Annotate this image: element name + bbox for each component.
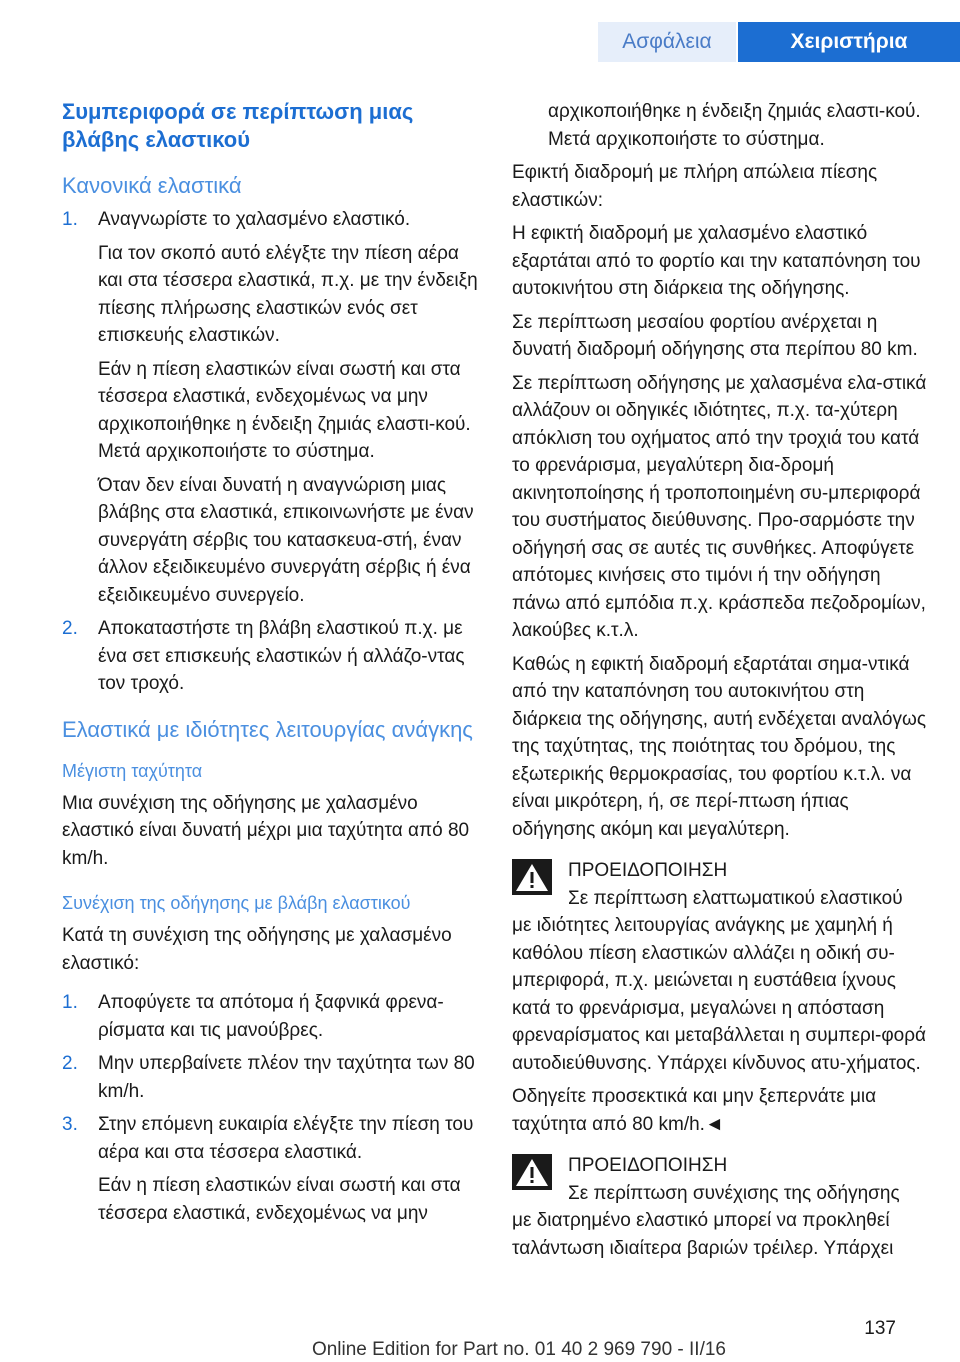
list-item	[62, 206, 480, 609]
continued-text: αρχικοποιήθηκε η ένδειξη ζημιάς ελαστι-κού. Μετά αρχικοποιήστε το σύστημα.	[548, 101, 921, 150]
edition-info: Online Edition for Part no. 01 40 2 969 790 - II/16	[311, 1339, 726, 1360]
normal-tires-heading: Κανονικά ελαστικά	[62, 173, 242, 198]
list-text: Μην υπερβαίνετε πλέον την ταχύτητα των 80 km/h.	[98, 1053, 475, 1102]
list-text: Αποφύγετε τα απότομα ή ξαφνικά φρενα-ρίσματα και τις μανούβρες.	[98, 992, 444, 1041]
section-title: Συμπεριφορά σε περίπτωση μιας βλάβης ελαστικού	[62, 99, 414, 152]
paragraph: Καθώς η εφικτή διαδρομή εξαρτάται σημα-ντικά από την καταπόνηση του αυτοκινήτου στη διάρκεια της οδήγησης, αυτή ενδέχεται αναλόγως της ταχύτητας, της ποιότητας του δρόμου, της εξωτερικής θερμοκρασίας, του φορτίου κ.τ.λ. να είναι μικρότερη, ή, σε περί-πτωση ήπιας οδήγησης ακόμη και μεγαλύτερη.	[512, 653, 926, 840]
continue-driving-intro: Κατά τη συνέχιση της οδήγησης με χαλασμένο ελαστικό:	[62, 925, 452, 974]
list-item	[62, 1111, 480, 1227]
list-number: 1.	[62, 209, 78, 230]
paragraph: Σε περίπτωση μεσαίου φορτίου ανέρχεται η δυνατή διαδρομή οδήγησης στα περίπου 80 km.	[512, 311, 918, 360]
warning-text: με διατρημένο ελαστικό μπορεί να προκληθεί ταλάντωση ιδιαίτερα βαριών τρέιλερ. Υπάρχει	[512, 1210, 894, 1259]
warning-box	[512, 1152, 930, 1262]
warning-after: Οδηγείτε προσεκτικά και μην ξεπερνάτε μια ταχύτητα από 80 km/h.◄	[512, 1086, 877, 1135]
warning-triangle-icon	[512, 859, 552, 895]
page-number: 137	[864, 1318, 896, 1339]
continue-driving-heading: Συνέχιση της οδήγησης με βλάβη ελαστικού	[62, 893, 411, 913]
list-text: Αποκαταστήστε τη βλάβη ελαστικού π.χ. με ένα σετ επισκευής ελαστικών ή αλλάζο-ντας τον τροχό.	[98, 618, 465, 694]
list-item	[62, 1050, 480, 1105]
list-number: 2.	[62, 1053, 78, 1074]
warning-label: ΠΡΟΕΙΔΟΠΟΙΗΣΗ	[568, 860, 728, 881]
paragraph: Εφικτή διαδρομή με πλήρη απώλεια πίεσης ελαστικών:	[512, 162, 878, 211]
paragraph: Σε περίπτωση οδήγησης με χαλασμένα ελα-στικά αλλάζουν οι οδηγικές ιδιότητες, π.χ. τα-χύτερη απόκλιση του οχήματος από την τροχιά του κατά το φρενάρισμα, μεγαλύτερη δια-δρομή ακινητοποίησης ή τροποποιημένη συ-μπεριφορά του συστήματος διεύθυνσης. Προ-σαρμόστε την οδήγησή σας σε αυτές τις συνθήκες. Αποφύγετε απότομες κινήσεις στο τιμόνι ή την οδήγηση πάνω από εμπόδια π.χ. κράσπεδα πεζοδρομίων, λακούβες κ.τ.λ.	[512, 372, 927, 641]
list-text: Στην επόμενη ευκαιρία ελέγξτε την πίεση του αέρα και στα τέσσερα ελαστικά.	[98, 1114, 474, 1163]
runflat-heading: Ελαστικά με ιδιότητες λειτουργίας ανάγκης	[62, 716, 473, 742]
max-speed-heading: Μέγιστη ταχύτητα	[62, 760, 203, 781]
warning-first-line: Σε περίπτωση ελαττωματικού ελαστικού	[568, 887, 903, 909]
list-paragraph: Εάν η πίεση ελαστικών είναι σωστή και στα τέσσερα ελαστικά, ενδεχομένως να μην αρχικοποιήθηκε η ένδειξη ζημιάς ελαστι-κού. Μετά αρχικοποιήστε το σύστημα.	[98, 358, 471, 462]
paragraph: Η εφικτή διαδρομή με χαλασμένο ελαστικό εξαρτάται από το φορτίο και την καταπόνηση του αυτοκινήτου στη διάρκεια της οδήγησης.	[512, 223, 921, 299]
warning-label: ΠΡΟΕΙΔΟΠΟΙΗΣΗ	[568, 1155, 728, 1176]
page-footer	[0, 1316, 960, 1362]
warning-first-line: Σε περίπτωση συνέχισης της οδήγησης	[568, 1182, 900, 1204]
list-number: 1.	[62, 992, 78, 1013]
list-paragraph: Για τον σκοπό αυτό ελέγξτε την πίεση αέρα και στα τέσσερα ελαστικά, π.χ. με την ένδειξη πίεσης πλήρωσης ελαστικών ενός σετ επισκευής ελαστικών.	[98, 242, 478, 346]
right-column	[512, 98, 930, 1268]
left-column	[62, 98, 480, 1233]
list-paragraph: Όταν δεν είναι δυνατή η αναγνώριση μιας βλάβης στα ελαστικά, επικοινωνήστε με έναν συνεργάτη σέρβις του κατασκευα-στή, έναν άλλον εξειδικευμένο συνεργάτη σέρβις ή ένα εξειδικευμένο συνεργείο.	[98, 474, 474, 606]
list-paragraph: Εάν η πίεση ελαστικών είναι σωστή και στα τέσσερα ελαστικά, ενδεχομένως να μην	[98, 1175, 461, 1224]
list-text: Αναγνωρίστε το χαλασμένο ελαστικό.	[98, 209, 411, 230]
warning-box	[512, 857, 930, 1138]
max-speed-text: Μια συνέχιση της οδήγησης με χαλασμένο ελαστικό είναι δυνατή μέχρι μια ταχύτητα από 80 km/h.	[62, 792, 470, 869]
list-item	[62, 989, 480, 1044]
page-header	[0, 22, 960, 62]
list-number: 2.	[62, 618, 78, 639]
list-item	[62, 615, 480, 698]
warning-triangle-icon	[512, 1154, 552, 1190]
warning-text: με ιδιότητες λειτουργίας ανάγκης με χαμηλή ή καθόλου πίεση ελαστικών αλλάζει η οδική συ-μπεριφορά, π.χ. μειώνεται η ευστάθεια ίχνους κατά το φρενάρισμα, μεγαλώνει η απόσταση φρεναρίσματος και μεταβάλλεται η συμπερι-φορά αυτοδιεύθυνσης. Υπάρχει κίνδυνος ατυ-χήματος.	[512, 915, 927, 1074]
chapter-tab: Χειριστήρια	[738, 22, 960, 62]
section-tab: Ασφάλεια	[598, 22, 736, 62]
list-number: 3.	[62, 1114, 78, 1135]
